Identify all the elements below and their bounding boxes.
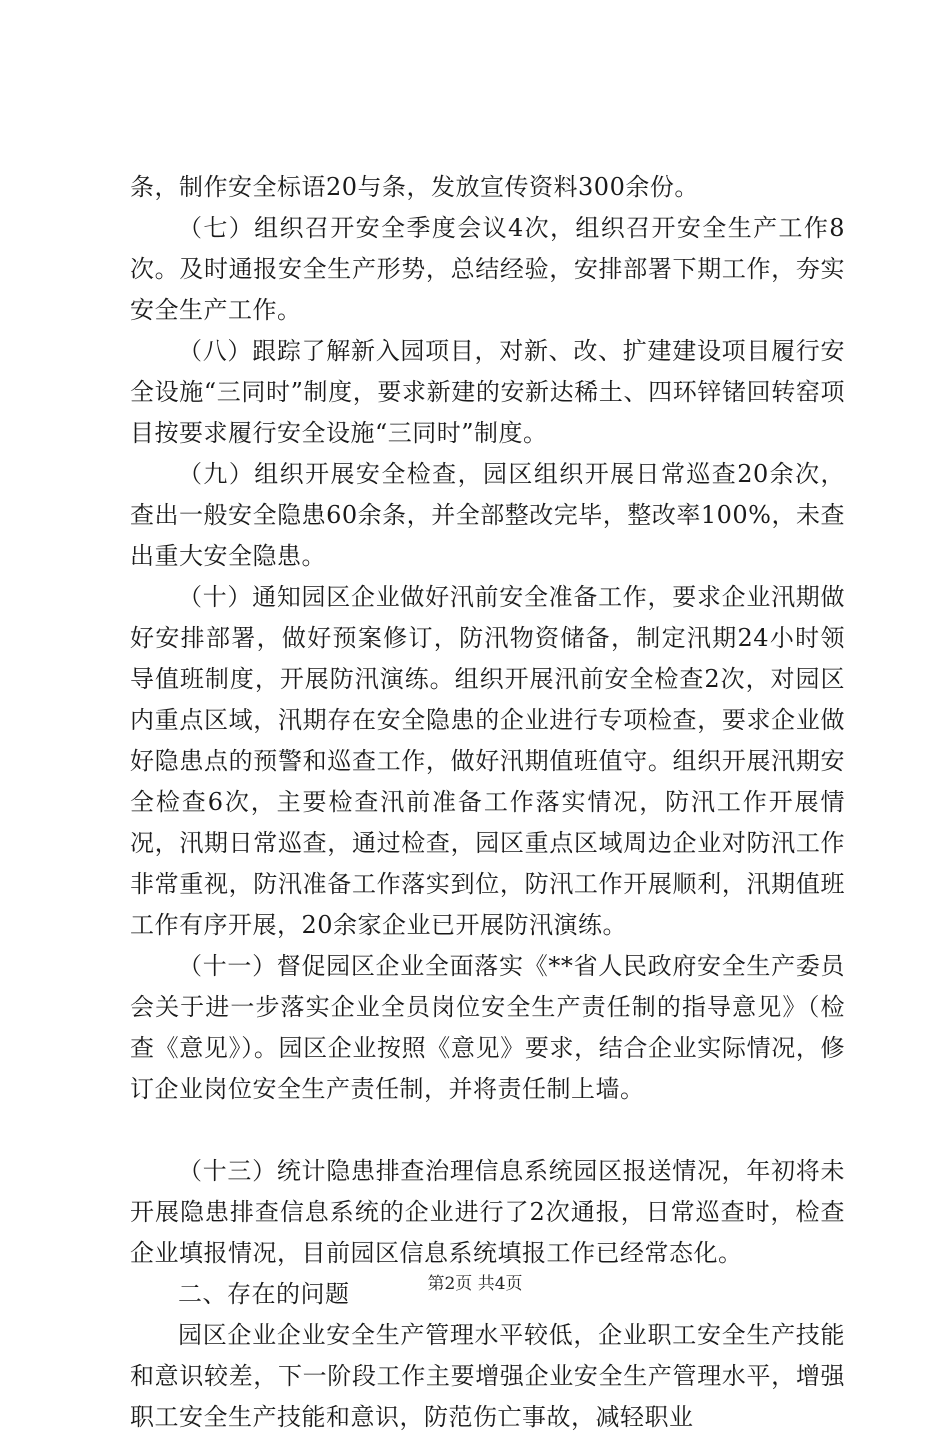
paragraph-item-8: （八）跟踪了解新入园项目，对新、改、扩建建设项目履行安全设施“三同时”制度，要求新建的安新达稀土、四环锌锗回转窑项目按要求履行安全设施“三同时”制度。 xyxy=(130,337,845,447)
section-heading-problems: 二、存在的问题 xyxy=(178,1280,350,1308)
paragraph-item-11: （十一）督促园区企业全面落实《**省人民政府安全生产委员会关于进一步落实企业全员岗位安全生产责任制的指导意见》（检查《意见》）。园区企业按照《意见》要求，结合企业实际情况，修订企业岗位安全生产责任制，并将责任制上墙。 xyxy=(130,952,845,1103)
paragraph-item-7: （七）组织召开安全季度会议4次，组织召开安全生产工作8次。及时通报安全生产形势，总结经验，安排部署下期工作，夯实安全生产工作。 xyxy=(130,214,845,324)
paragraph-item-13: （十三）统计隐患排查治理信息系统园区报送情况，年初将未开展隐患排查信息系统的企业进行了2次通报，日常巡查时，检查企业填报情况，目前园区信息系统填报工作已经常态化。 xyxy=(130,1157,845,1267)
paragraph-problems: 园区企业企业安全生产管理水平较低，企业职工安全生产技能和意识较差，下一阶段工作主要增强企业安全生产管理水平，增强职工安全生产技能和意识，防范伤亡事故，减轻职业 xyxy=(130,1321,845,1431)
document-body xyxy=(130,167,845,1438)
paragraph-item-10: （十）通知园区企业做好汛前安全准备工作，要求企业汛期做好安排部署，做好预案修订，防汛物资储备，制定汛期24小时领导值班制度，开展防汛演练。组织开展汛前安全检查2次，对园区内重点区域，汛期存在安全隐患的企业进行专项检查，要求企业做好隐患点的预警和巡查工作，做好汛期值班值守。组织开展汛期安全检查6次，主要检查汛前准备工作落实情况，防汛工作开展情况，汛期日常巡查，通过检查，园区重点区域周边企业对防汛工作非常重视，防汛准备工作落实到位，防汛工作开展顺利，汛期值班工作有序开展，20余家企业已开展防汛演练。 xyxy=(130,583,845,939)
blank-line xyxy=(130,1110,845,1151)
paragraph-continuation: 条，制作安全标语20与条，发放宣传资料300余份。 xyxy=(130,173,699,201)
paragraph-item-9: （九）组织开展安全检查，园区组织开展日常巡查20余次，查出一般安全隐患60余条，并全部整改完毕，整改率100%，未查出重大安全隐患。 xyxy=(130,460,845,570)
page-number-footer: 第2页 共4页 xyxy=(427,1274,523,1294)
